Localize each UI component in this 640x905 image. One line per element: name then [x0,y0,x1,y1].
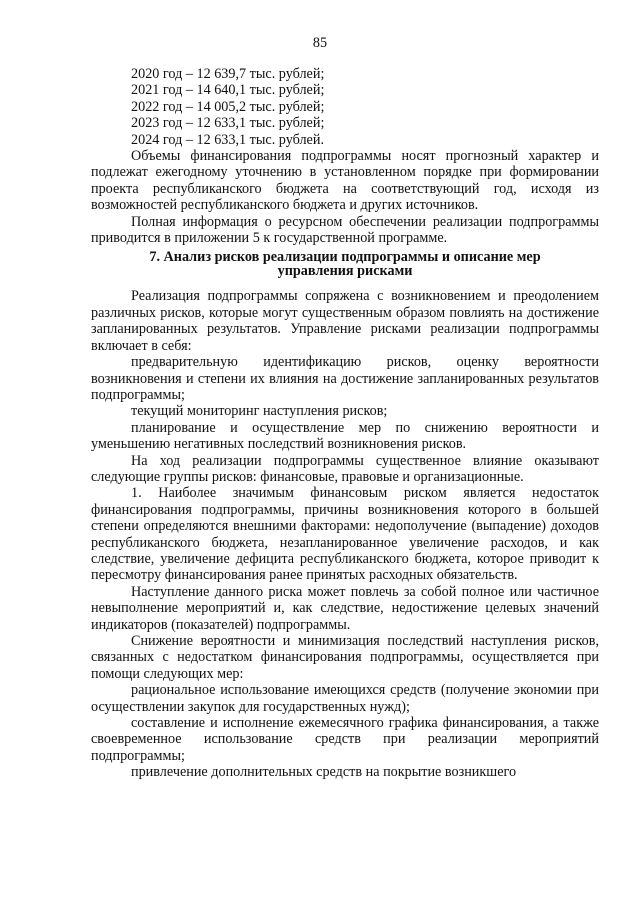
funding-year-line: 2023 год – 12 633,1 тыс. рублей; [131,115,325,132]
funding-list [91,66,599,148]
section-heading [91,250,599,278]
paragraph: Полная информация о ресурсном обеспечении реализации подпрограммы приводится в приложении 5 к государственной программе. [91,213,599,247]
paragraph: текущий мониторинг наступления рисков; [131,403,388,420]
funding-year-line: 2024 год – 12 633,1 тыс. рублей. [131,131,324,148]
paragraph: предварительную идентификацию рисков, оценку вероятности возникновения и степени их влияния на достижение запланированных результатов подпрограммы; [91,354,599,403]
page-body [91,66,599,781]
paragraph: На ход реализации подпрограммы существенное влияние оказывают следующие группы рисков: финансовые, правовые и организационные. [91,452,599,485]
paragraph: рациональное использование имеющихся средств (получение экономии при осуществлении закупок для государственных нужд); [91,682,599,715]
paragraph: 1. Наиболее значимым финансовым риском является недостаток финансирования подпрограммы, причины возникновения которого в большей степени определяются внешними факторами: недополучение (выпадение) доходов республиканского бюджета, незапланированное увеличение расходов, и как следствие, увеличение дефицита республиканского бюджета, которое приводит к пересмотру финансирования ранее принятых расходных обязательств. [91,485,599,584]
paragraph: планирование и осуществление мер по снижению вероятности и уменьшению негативных последствий возникновения рисков. [91,419,599,453]
funding-year-line: 2021 год – 14 640,1 тыс. рублей; [131,82,325,99]
funding-year-line: 2022 год – 14 005,2 тыс. рублей; [131,98,325,115]
paragraph: Снижение вероятности и минимизация последствий наступления рисков, связанных с недостатком финансирования подпрограммы, осуществляется при помощи следующих мер: [91,633,599,682]
funding-year-line: 2020 год – 12 639,7 тыс. рублей; [131,66,325,82]
paragraph: Наступление данного риска может повлечь за собой полное или частичное невыполнение мероприятий и, как следствие, недостижение целевых значений индикаторов (показателей) подпрограммы. [91,583,599,633]
page-number: 85 [312,35,328,51]
paragraph: Объемы финансирования подпрограммы носят прогнозный характер и подлежат ежегодному уточнению в установленном порядке при формировании проекта республиканского бюджета на соответствующий год, исходя из возможностей республиканского бюджета и других источников. [91,148,599,214]
paragraph: составление и исполнение ежемесячного графика финансирования, а также своевременное использование средств при реализации мероприятий подпрограммы; [91,715,599,764]
paragraph: Реализация подпрограммы сопряжена с возникновением и преодолением различных рисков, которые могут существенным образом повлиять на достижение запланированных результатов. Управление рисками реализации подпрограммы включает в себя: [91,288,599,354]
paragraph: привлечение дополнительных средств на покрытие возникшего [131,764,517,781]
section-heading-line: управления рисками [277,263,413,280]
section-heading-line: 7. Анализ рисков реализации подпрограммы и описание мер [149,249,541,266]
